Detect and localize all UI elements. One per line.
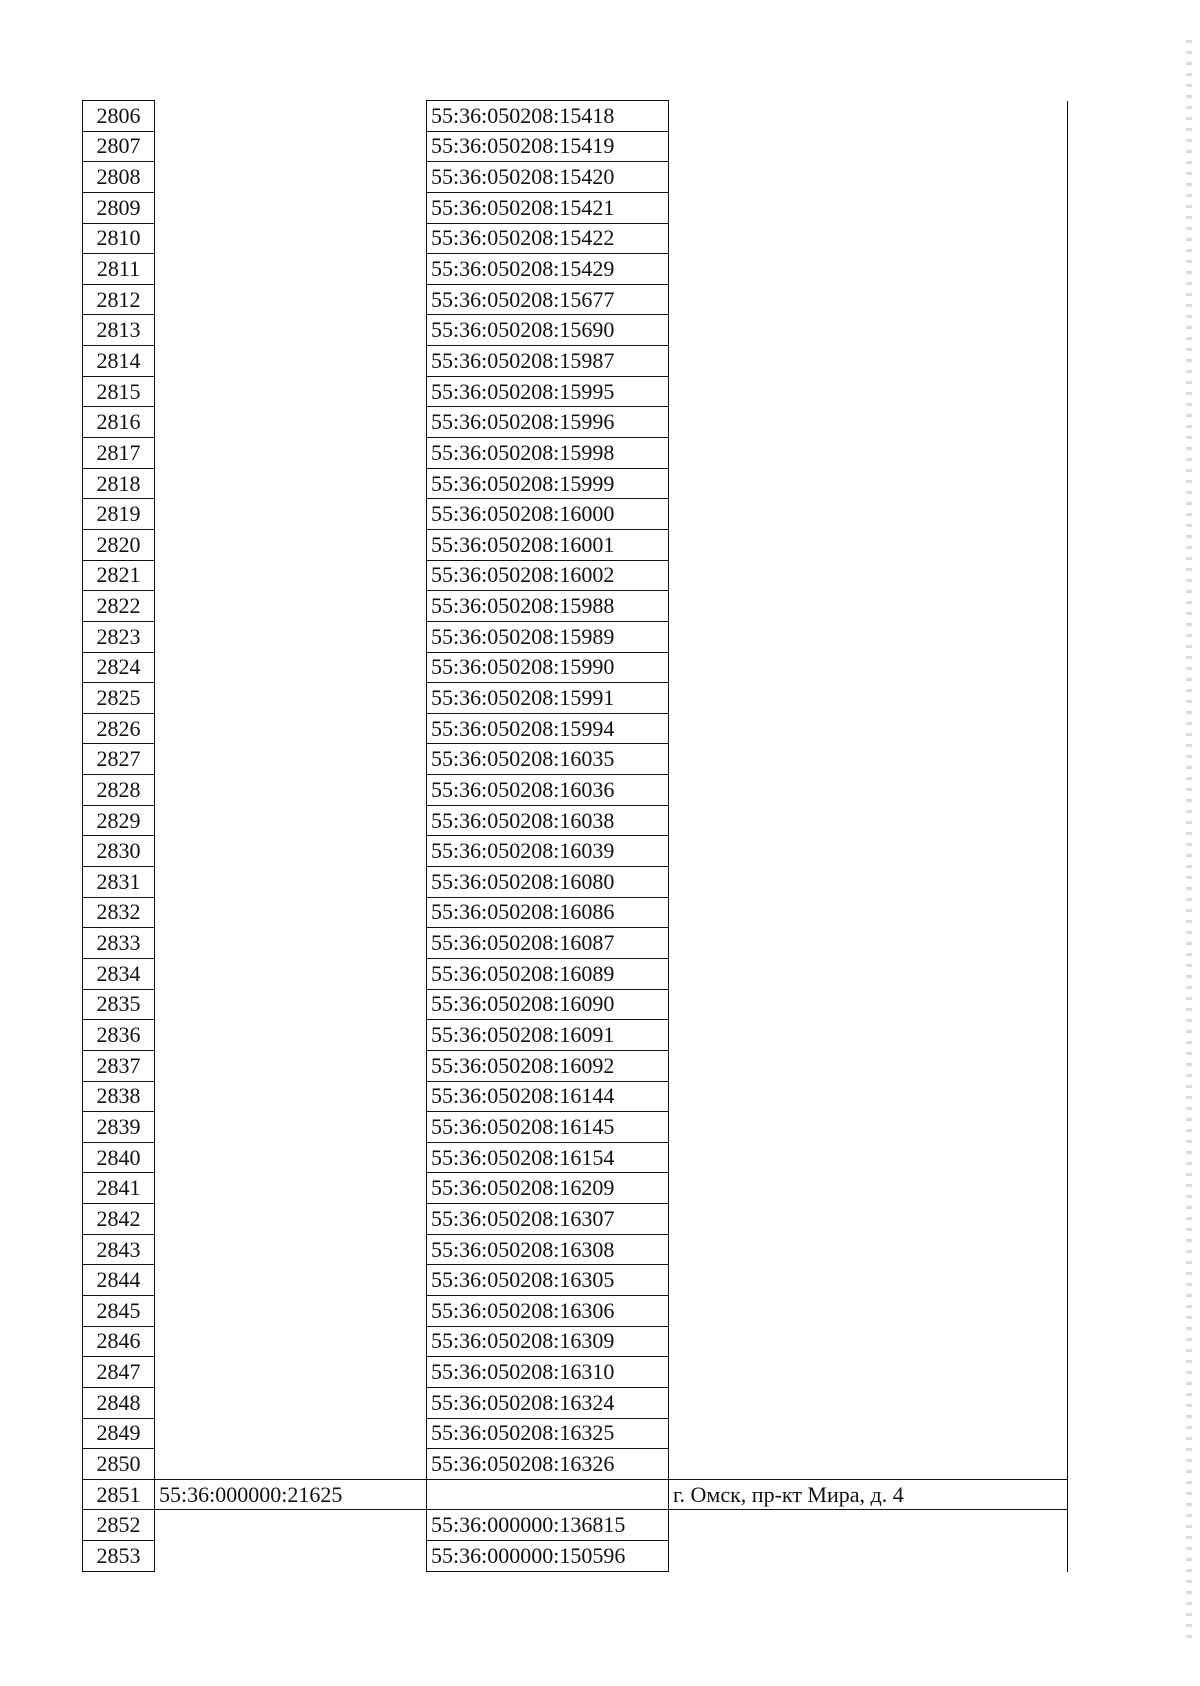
object-cadastral-cell: 55:36:000000:21625 [155,1479,427,1510]
address-cell [669,1020,1068,1051]
cadastral-number-cell: 55:36:050208:16039 [427,836,669,867]
address-cell [669,1418,1068,1449]
row-number-cell: 2850 [83,1449,155,1480]
address-cell [669,1326,1068,1357]
object-cadastral-cell [155,223,427,254]
address-cell [669,162,1068,193]
object-cadastral-cell [155,775,427,806]
object-cadastral-cell [155,131,427,162]
table-row [83,1081,1068,1112]
address-cell [669,468,1068,499]
row-number-cell: 2820 [83,529,155,560]
table-row [83,1142,1068,1173]
object-cadastral-cell [155,438,427,469]
address-cell [669,1050,1068,1081]
address-cell [669,529,1068,560]
object-cadastral-cell [155,1449,427,1480]
cadastral-number-cell: 55:36:050208:16038 [427,805,669,836]
cadastral-number-cell: 55:36:050208:16036 [427,775,669,806]
row-number-cell: 2812 [83,284,155,315]
cadastral-number-cell: 55:36:050208:15990 [427,652,669,683]
address-cell [669,683,1068,714]
address-cell [669,438,1068,469]
row-number-cell: 2811 [83,254,155,285]
object-cadastral-cell [155,346,427,377]
table-row [83,1295,1068,1326]
table-row [83,1357,1068,1388]
row-number-cell: 2806 [83,101,155,132]
object-cadastral-cell [155,928,427,959]
address-cell [669,1295,1068,1326]
row-number-cell: 2814 [83,346,155,377]
table-row [83,407,1068,438]
object-cadastral-cell [155,1265,427,1296]
object-cadastral-cell [155,315,427,346]
object-cadastral-cell [155,1020,427,1051]
table-row [83,1449,1068,1480]
address-cell [669,713,1068,744]
table-row [83,1112,1068,1143]
row-number-cell: 2807 [83,131,155,162]
table-row [83,131,1068,162]
row-number-cell: 2813 [83,315,155,346]
address-cell [669,560,1068,591]
table-row [83,560,1068,591]
cadastral-number-cell: 55:36:050208:16080 [427,867,669,898]
address-cell [669,621,1068,652]
cadastral-number-cell: 55:36:050208:16000 [427,499,669,530]
object-cadastral-cell [155,1541,427,1572]
row-number-cell: 2832 [83,897,155,928]
table-row [83,101,1068,132]
table-row [83,591,1068,622]
cadastral-number-cell: 55:36:050208:16309 [427,1326,669,1357]
table-row [83,1234,1068,1265]
table-row [83,713,1068,744]
address-cell [669,192,1068,223]
address-cell [669,652,1068,683]
table-row [83,468,1068,499]
address-cell [669,1234,1068,1265]
row-number-cell: 2837 [83,1050,155,1081]
address-cell [669,499,1068,530]
address-cell [669,928,1068,959]
table-row [83,1020,1068,1051]
object-cadastral-cell [155,591,427,622]
object-cadastral-cell [155,101,427,132]
cadastral-number-cell: 55:36:050208:16001 [427,529,669,560]
cadastral-number-cell: 55:36:050208:16307 [427,1204,669,1235]
table-row [83,775,1068,806]
address-cell [669,1265,1068,1296]
object-cadastral-cell [155,284,427,315]
row-number-cell: 2829 [83,805,155,836]
table-row [83,1510,1068,1541]
object-cadastral-cell [155,1357,427,1388]
table-row [83,162,1068,193]
row-number-cell: 2852 [83,1510,155,1541]
table-row [83,744,1068,775]
row-number-cell: 2843 [83,1234,155,1265]
cadastral-number-cell: 55:36:050208:16002 [427,560,669,591]
table-row [83,529,1068,560]
cadastral-number-cell: 55:36:050208:15677 [427,284,669,315]
row-number-cell: 2824 [83,652,155,683]
row-number-cell: 2848 [83,1387,155,1418]
cadastral-number-cell: 55:36:050208:15418 [427,101,669,132]
cadastral-number-cell: 55:36:050208:16310 [427,1357,669,1388]
table-row [83,376,1068,407]
row-number-cell: 2834 [83,958,155,989]
cadastral-number-cell: 55:36:050208:16326 [427,1449,669,1480]
table-row [83,438,1068,469]
row-number-cell: 2851 [83,1479,155,1510]
cadastral-number-cell: 55:36:000000:150596 [427,1541,669,1572]
object-cadastral-cell [155,162,427,193]
table-row [83,1479,1068,1510]
cadastral-number-cell: 55:36:050208:16144 [427,1081,669,1112]
row-number-cell: 2823 [83,621,155,652]
address-cell [669,376,1068,407]
address-cell [669,1387,1068,1418]
table-row [83,1418,1068,1449]
address-cell [669,1142,1068,1173]
object-cadastral-cell [155,1204,427,1235]
cadastral-number-cell: 55:36:000000:136815 [427,1510,669,1541]
cadastral-number-cell: 55:36:050208:16324 [427,1387,669,1418]
address-cell [669,1541,1068,1572]
row-number-cell: 2841 [83,1173,155,1204]
table-row [83,1204,1068,1235]
table-row [83,867,1068,898]
address-cell [669,1112,1068,1143]
table-row [83,897,1068,928]
object-cadastral-cell [155,897,427,928]
address-cell [669,1204,1068,1235]
object-cadastral-cell [155,1295,427,1326]
row-number-cell: 2815 [83,376,155,407]
table-row [83,958,1068,989]
table-row [83,315,1068,346]
cadastral-number-cell: 55:36:050208:16305 [427,1265,669,1296]
row-number-cell: 2830 [83,836,155,867]
cadastral-number-cell: 55:36:050208:15987 [427,346,669,377]
cadastral-number-cell: 55:36:050208:16145 [427,1112,669,1143]
row-number-cell: 2838 [83,1081,155,1112]
cadastral-number-cell: 55:36:050208:15994 [427,713,669,744]
row-number-cell: 2822 [83,591,155,622]
address-cell [669,744,1068,775]
address-cell [669,775,1068,806]
row-number-cell: 2835 [83,989,155,1020]
table-row [83,805,1068,836]
object-cadastral-cell [155,1234,427,1265]
cadastral-number-cell: 55:36:050208:15999 [427,468,669,499]
address-cell [669,223,1068,254]
row-number-cell: 2821 [83,560,155,591]
object-cadastral-cell [155,468,427,499]
address-cell [669,958,1068,989]
cadastral-number-cell: 55:36:050208:16086 [427,897,669,928]
row-number-cell: 2846 [83,1326,155,1357]
table-row [83,1050,1068,1081]
object-cadastral-cell [155,192,427,223]
cadastral-number-cell: 55:36:050208:16092 [427,1050,669,1081]
row-number-cell: 2827 [83,744,155,775]
cadastral-number-cell: 55:36:050208:16306 [427,1295,669,1326]
object-cadastral-cell [155,376,427,407]
cadastral-number-cell: 55:36:050208:15429 [427,254,669,285]
row-number-cell: 2816 [83,407,155,438]
address-cell [669,284,1068,315]
cadastral-number-cell: 55:36:050208:15690 [427,315,669,346]
table-row [83,1387,1068,1418]
cadastral-number-cell: 55:36:050208:16035 [427,744,669,775]
row-number-cell: 2831 [83,867,155,898]
row-number-cell: 2842 [83,1204,155,1235]
address-cell: г. Омск, пр-кт Мира, д. 4 [669,1479,1068,1510]
object-cadastral-cell [155,958,427,989]
address-cell [669,315,1068,346]
cadastral-number-cell: 55:36:050208:15421 [427,192,669,223]
table-row [83,928,1068,959]
object-cadastral-cell [155,1173,427,1204]
object-cadastral-cell [155,805,427,836]
object-cadastral-cell [155,1112,427,1143]
cadastral-number-cell: 55:36:050208:16090 [427,989,669,1020]
cadastral-number-cell: 55:36:050208:15996 [427,407,669,438]
table-body [83,101,1068,1572]
cadastral-number-cell: 55:36:050208:16325 [427,1418,669,1449]
address-cell [669,867,1068,898]
row-number-cell: 2808 [83,162,155,193]
object-cadastral-cell [155,867,427,898]
row-number-cell: 2809 [83,192,155,223]
row-number-cell: 2845 [83,1295,155,1326]
address-cell [669,1357,1068,1388]
object-cadastral-cell [155,836,427,867]
address-cell [669,1173,1068,1204]
cadastral-number-cell: 55:36:050208:16087 [427,928,669,959]
row-number-cell: 2826 [83,713,155,744]
object-cadastral-cell [155,1050,427,1081]
address-cell [669,407,1068,438]
address-cell [669,591,1068,622]
row-number-cell: 2833 [83,928,155,959]
object-cadastral-cell [155,254,427,285]
address-cell [669,836,1068,867]
cadastral-number-cell: 55:36:050208:16308 [427,1234,669,1265]
table-row [83,1265,1068,1296]
object-cadastral-cell [155,713,427,744]
address-cell [669,1510,1068,1541]
cadastral-number-cell: 55:36:050208:15420 [427,162,669,193]
table-row [83,346,1068,377]
object-cadastral-cell [155,683,427,714]
cadastral-number-cell: 55:36:050208:16091 [427,1020,669,1051]
cadastral-number-cell: 55:36:050208:16209 [427,1173,669,1204]
table-row [83,1326,1068,1357]
table-row [83,284,1068,315]
row-number-cell: 2825 [83,683,155,714]
table-row [83,499,1068,530]
table-row [83,192,1068,223]
cadastral-number-cell: 55:36:050208:15422 [427,223,669,254]
address-cell [669,897,1068,928]
object-cadastral-cell [155,529,427,560]
row-number-cell: 2840 [83,1142,155,1173]
object-cadastral-cell [155,1326,427,1357]
address-cell [669,1449,1068,1480]
object-cadastral-cell [155,1081,427,1112]
table-row [83,1173,1068,1204]
row-number-cell: 2849 [83,1418,155,1449]
cadastral-number-cell: 55:36:050208:15988 [427,591,669,622]
object-cadastral-cell [155,499,427,530]
table-row [83,683,1068,714]
table-row [83,989,1068,1020]
cadastral-number-cell: 55:36:050208:15991 [427,683,669,714]
address-cell [669,254,1068,285]
row-number-cell: 2828 [83,775,155,806]
cadastral-number-cell: 55:36:050208:15989 [427,621,669,652]
object-cadastral-cell [155,744,427,775]
address-cell [669,989,1068,1020]
cadastral-table [82,100,1068,1572]
object-cadastral-cell [155,1418,427,1449]
object-cadastral-cell [155,989,427,1020]
object-cadastral-cell [155,1387,427,1418]
row-number-cell: 2817 [83,438,155,469]
table-row [83,836,1068,867]
row-number-cell: 2810 [83,223,155,254]
cadastral-number-cell: 55:36:050208:16154 [427,1142,669,1173]
table-row [83,1541,1068,1572]
table-row [83,254,1068,285]
cadastral-number-cell: 55:36:050208:16089 [427,958,669,989]
object-cadastral-cell [155,560,427,591]
object-cadastral-cell [155,652,427,683]
row-number-cell: 2853 [83,1541,155,1572]
scan-edge-marks [1186,40,1192,1640]
row-number-cell: 2844 [83,1265,155,1296]
object-cadastral-cell [155,1510,427,1541]
cadastral-number-cell: 55:36:050208:15995 [427,376,669,407]
address-cell [669,1081,1068,1112]
address-cell [669,101,1068,132]
row-number-cell: 2836 [83,1020,155,1051]
table-row [83,621,1068,652]
row-number-cell: 2839 [83,1112,155,1143]
row-number-cell: 2818 [83,468,155,499]
row-number-cell: 2847 [83,1357,155,1388]
address-cell [669,805,1068,836]
object-cadastral-cell [155,1142,427,1173]
cadastral-number-cell [427,1479,669,1510]
row-number-cell: 2819 [83,499,155,530]
cadastral-number-cell: 55:36:050208:15998 [427,438,669,469]
object-cadastral-cell [155,407,427,438]
object-cadastral-cell [155,621,427,652]
address-cell [669,346,1068,377]
cadastral-number-cell: 55:36:050208:15419 [427,131,669,162]
table-row [83,223,1068,254]
table-row [83,652,1068,683]
address-cell [669,131,1068,162]
